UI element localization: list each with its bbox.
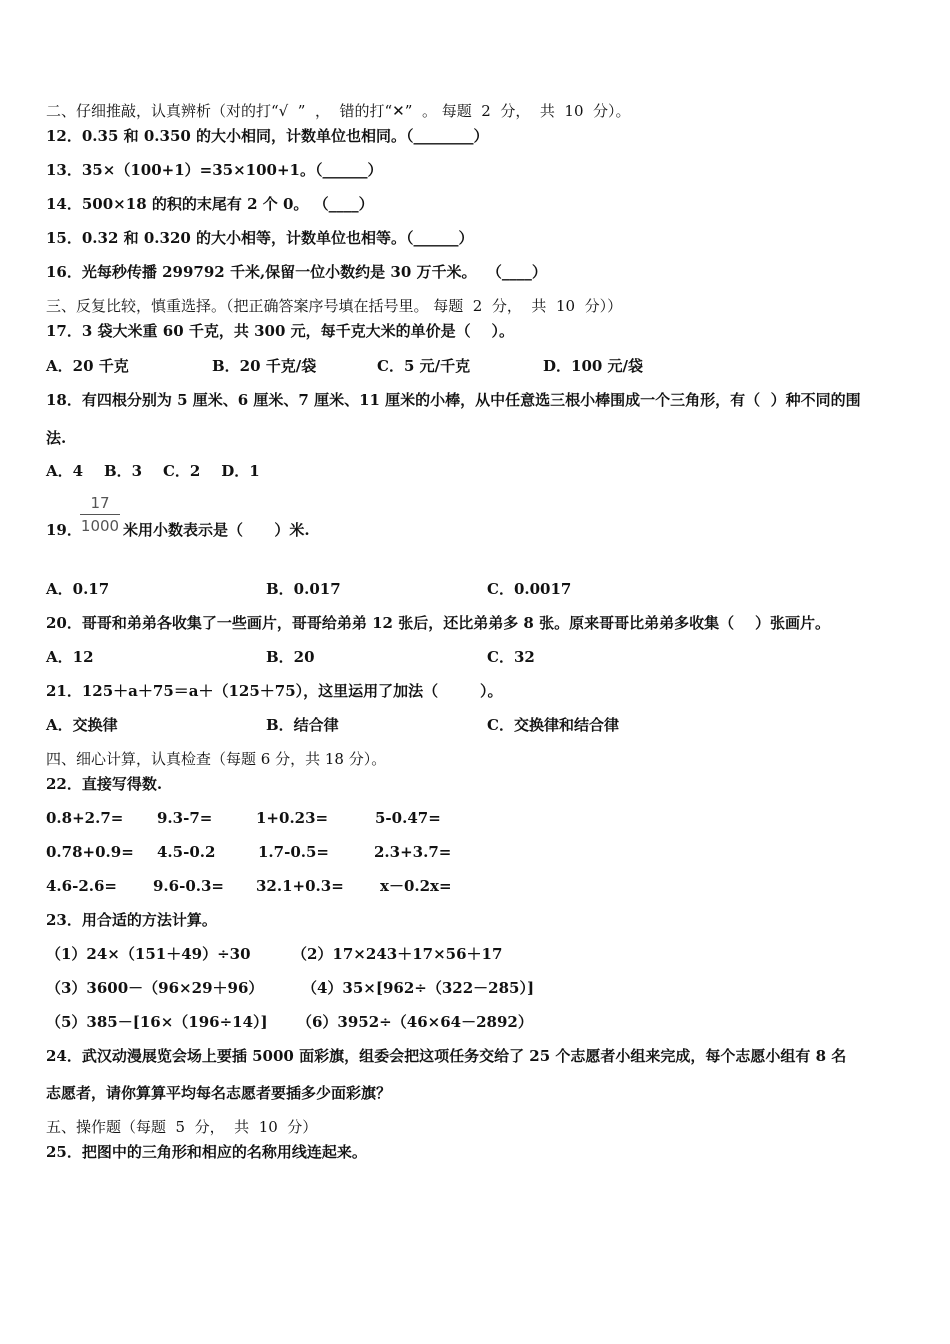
calc-item: 1.7-0.5=: [258, 843, 329, 861]
question-21-stem: 21．125＋a＋75＝a＋（125＋75），这里运用了加法（ ）。: [46, 682, 503, 700]
question-19-option-c: C．0.0017: [487, 580, 572, 598]
question-22-stem: 22．直接写得数.: [46, 775, 163, 793]
question-20-option-c: C．32: [487, 648, 535, 666]
question-20-option-b: B．20: [266, 648, 315, 666]
question-13: 13．35×（100+1）=35×100+1。（______）: [46, 161, 383, 179]
question-25-stem: 25．把图中的三角形和相应的名称用线连起来。: [46, 1143, 367, 1161]
question-19-stem: 米用小数表示是（ ）米.: [123, 521, 310, 539]
question-12: 12．0.35 和 0.350 的大小相同，计数单位也相同。（________）: [46, 127, 489, 145]
question-16: 16．光每秒传播 299792 千米,保留一位小数约是 30 万千米。 （____）: [46, 263, 547, 281]
calc-item: 4.6-2.6=: [46, 877, 117, 895]
question-17-option-d: D．100 元/袋: [543, 357, 644, 375]
question-23-stem: 23．用合适的方法计算。: [46, 911, 217, 929]
question-18-options: A．4 B．3 C．2 D．1: [46, 462, 260, 480]
fraction-bar: [80, 514, 120, 515]
fraction-17-over-1000: [80, 494, 120, 535]
question-17-option-c: C．5 元/千克: [377, 357, 471, 375]
question-19-option-b: B．0.017: [266, 580, 341, 598]
question-24-stem: 24．武汉动漫展览会场上要插 5000 面彩旗，组委会把这项任务交给了 25 个志愿者小组来完成，每个志愿小组有 8 名: [46, 1047, 847, 1065]
question-18-stem-cont: 法.: [46, 429, 67, 447]
section3-header: 三、反复比较，慎重选择。（把正确答案序号填在括号里。 每题 2 分， 共 10 分））: [46, 297, 623, 315]
section2-header: 二、仔细推敲，认真辨析（对的打“√ ” ， 错的打“✕” 。 每题 2 分， 共 10 分）。: [46, 102, 631, 120]
calc-item: x－0.2x=: [380, 877, 452, 895]
question-19-option-a: A．0.17: [46, 580, 110, 598]
question-21-option-b: B．结合律: [266, 716, 339, 734]
calc-item: 0.78+0.9=: [46, 843, 134, 861]
question-19-number: 19．: [46, 521, 82, 539]
fraction-denominator: 1000: [80, 517, 120, 535]
calc-item: 9.6-0.3=: [153, 877, 224, 895]
calc-item: 9.3-7=: [157, 809, 213, 827]
question-14: 14．500×18 的积的末尾有 2 个 0。 （____）: [46, 195, 374, 213]
question-17-option-b: B．20 千克/袋: [212, 357, 317, 375]
calc-expression: （6）3952÷（46×64－2892）: [297, 1013, 533, 1031]
fraction-numerator: 17: [90, 494, 110, 512]
question-20-stem: 20．哥哥和弟弟各收集了一些画片，哥哥给弟弟 12 张后，还比弟弟多 8 张。原来哥哥比弟弟多收集（ ）张画片。: [46, 614, 830, 632]
calc-expression: （5）385－[16×（196÷14）]: [46, 1013, 268, 1031]
question-17-stem: 17．3 袋大米重 60 千克，共 300 元，每千克大米的单价是（ ）。: [46, 322, 514, 340]
section4-header: 四、细心计算，认真检查（每题 6 分，共 18 分）。: [46, 750, 387, 768]
question-21-option-c: C．交换律和结合律: [487, 716, 619, 734]
question-20-option-a: A．12: [46, 648, 94, 666]
calc-item: 2.3+3.7=: [374, 843, 452, 861]
question-17-option-a: A．20 千克: [46, 357, 129, 375]
calc-expression: （1）24×（151＋49）÷30: [46, 945, 251, 963]
calc-expression: （3）3600－（96×29＋96）: [46, 979, 264, 997]
section5-header: 五、操作题（每题 5 分， 共 10 分）: [46, 1118, 318, 1136]
calc-expression: （2）17×243＋17×56＋17: [292, 945, 503, 963]
calc-expression: （4）35×[962÷（322－285）]: [302, 979, 535, 997]
calc-item: 0.8+2.7=: [46, 809, 124, 827]
question-18-stem: 18．有四根分别为 5 厘米、6 厘米、7 厘米、11 厘米的小棒，从中任意选三根小棒围成一个三角形，有（ ）种不同的围: [46, 391, 861, 409]
calc-item: 32.1+0.3=: [256, 877, 344, 895]
calc-item: 4.5-0.2: [157, 843, 216, 861]
question-24-stem-cont: 志愿者，请你算算平均每名志愿者要插多少面彩旗？: [46, 1084, 392, 1102]
question-21-option-a: A．交换律: [46, 716, 118, 734]
calc-item: 1+0.23=: [256, 809, 329, 827]
question-15: 15．0.32 和 0.320 的大小相等，计数单位也相等。（______）: [46, 229, 474, 247]
calc-item: 5-0.47=: [375, 809, 441, 827]
